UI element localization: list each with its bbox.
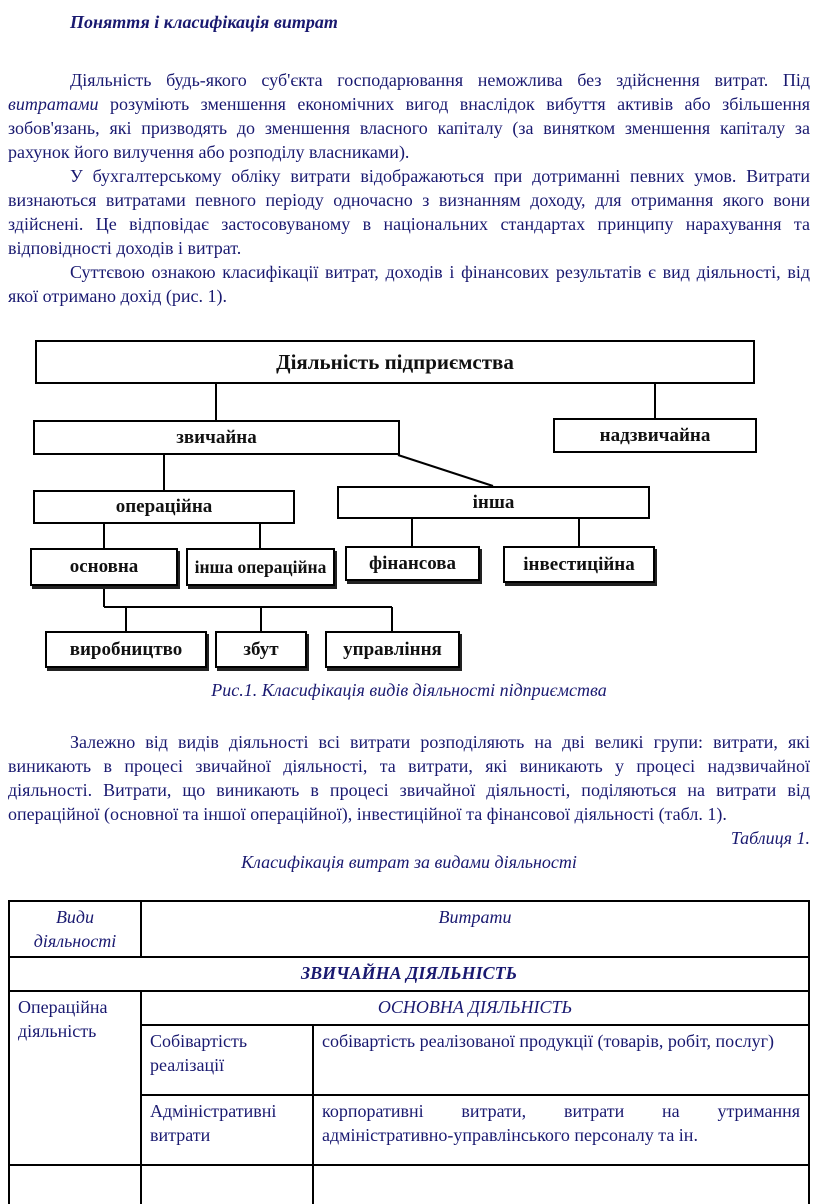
page-title: Поняття і класифікація витрат [70, 12, 338, 32]
diagram-box-production: виробництво [45, 631, 207, 668]
diagram-box-other-operating: інша операційна [186, 548, 335, 586]
paragraph-1-term: витратами [8, 94, 99, 114]
cell-admin-costs: Адміністративні витрати [141, 1095, 313, 1165]
paragraph-4: Залежно від видів діяльності всі витрати розподіляють на дві великі групи: витрати, які виникають в процесі звичайної діяльності, та витрати, які виникають у процесі надзвичайної діяльності. Витрати, що виникають в процесі звичайної діяльності, поділяються на витрати від операційної (основної та іншої операційної), інвестиційної та фінансової діяльності (табл. 1). [8, 732, 810, 824]
cell-cost-of-sales: Собівартість реалізації [141, 1025, 313, 1095]
diagram-box-ordinary: звичайна [33, 420, 400, 455]
activity-classification-diagram [8, 334, 810, 674]
table-caption: Класифікація витрат за видами діяльності [241, 852, 577, 872]
diagram-box-other: інша [337, 486, 650, 519]
table-subsection-row [9, 991, 809, 1025]
diagram-box-sales: збут [215, 631, 307, 668]
paragraph-2: У бухгалтерському обліку витрати відображаються при дотриманні певних умов. Витрати визнаються витратами певного періоду одночасно з визнанням доходу, для отримання якого вони здійснені. Це відповідає застосовуваному в національних стандартах принципу нарахування та відповідності доходів і витрат. [8, 166, 810, 258]
diagram-box-main: основна [30, 548, 178, 586]
paragraph-1-text-cont: розуміють зменшення економічних вигод внаслідок вибуття активів або збільшення зобов'язань, які призводять до зменшення власного капіталу (за винятком зменшення капіталу за рахунок його вилучення або розподілу власниками). [8, 94, 810, 162]
cell-empty [313, 1165, 809, 1204]
subsection-main-activity: ОСНОВНА ДІЯЛЬНІСТЬ [141, 991, 809, 1025]
cell-empty [141, 1165, 313, 1204]
diagram-box-operating: операційна [33, 490, 295, 524]
diagram-box-financial: фінансова [345, 546, 480, 581]
diagram-box-enterprise-activity: Діяльність підприємства [35, 340, 755, 384]
table-section-row [9, 957, 809, 991]
table-header-row [9, 901, 809, 957]
header-costs: Витрати [141, 901, 809, 957]
figure-caption: Рис.1. Класифікація видів діяльності підприємства [211, 680, 607, 700]
header-activity-types: Види діяльності [9, 901, 141, 957]
table-row-clipped [9, 1165, 809, 1204]
paragraph-1 [8, 68, 810, 164]
cell-admin-costs-desc: корпоративні витрати, витрати на утримання адміністративно-управлінського персоналу та ін. [313, 1095, 809, 1165]
paragraph-3: Суттєвою ознакою класифікації витрат, доходів і фінансових результатів є вид діяльності, від якої отримано дохід (рис. 1). [8, 262, 810, 306]
paragraph-1-text: Діяльність будь-якого суб'єкта господарювання неможлива без здійснення витрат. Під [70, 70, 810, 90]
diagram-box-extraordinary: надзвичайна [553, 418, 757, 453]
table-label: Таблиця 1. [730, 828, 810, 848]
section-ordinary-activity: ЗВИЧАЙНА ДІЯЛЬНІСТЬ [9, 957, 809, 991]
diagram-box-investment: інвестиційна [503, 546, 655, 583]
cell-operating-activity: Операційна діяльність [9, 991, 141, 1165]
cell-empty [9, 1165, 141, 1204]
cell-cost-of-sales-desc: собівартість реалізованої продукції (товарів, робіт, послуг) [313, 1025, 809, 1095]
cost-classification-table [8, 900, 810, 1204]
diagram-box-management: управління [325, 631, 460, 668]
